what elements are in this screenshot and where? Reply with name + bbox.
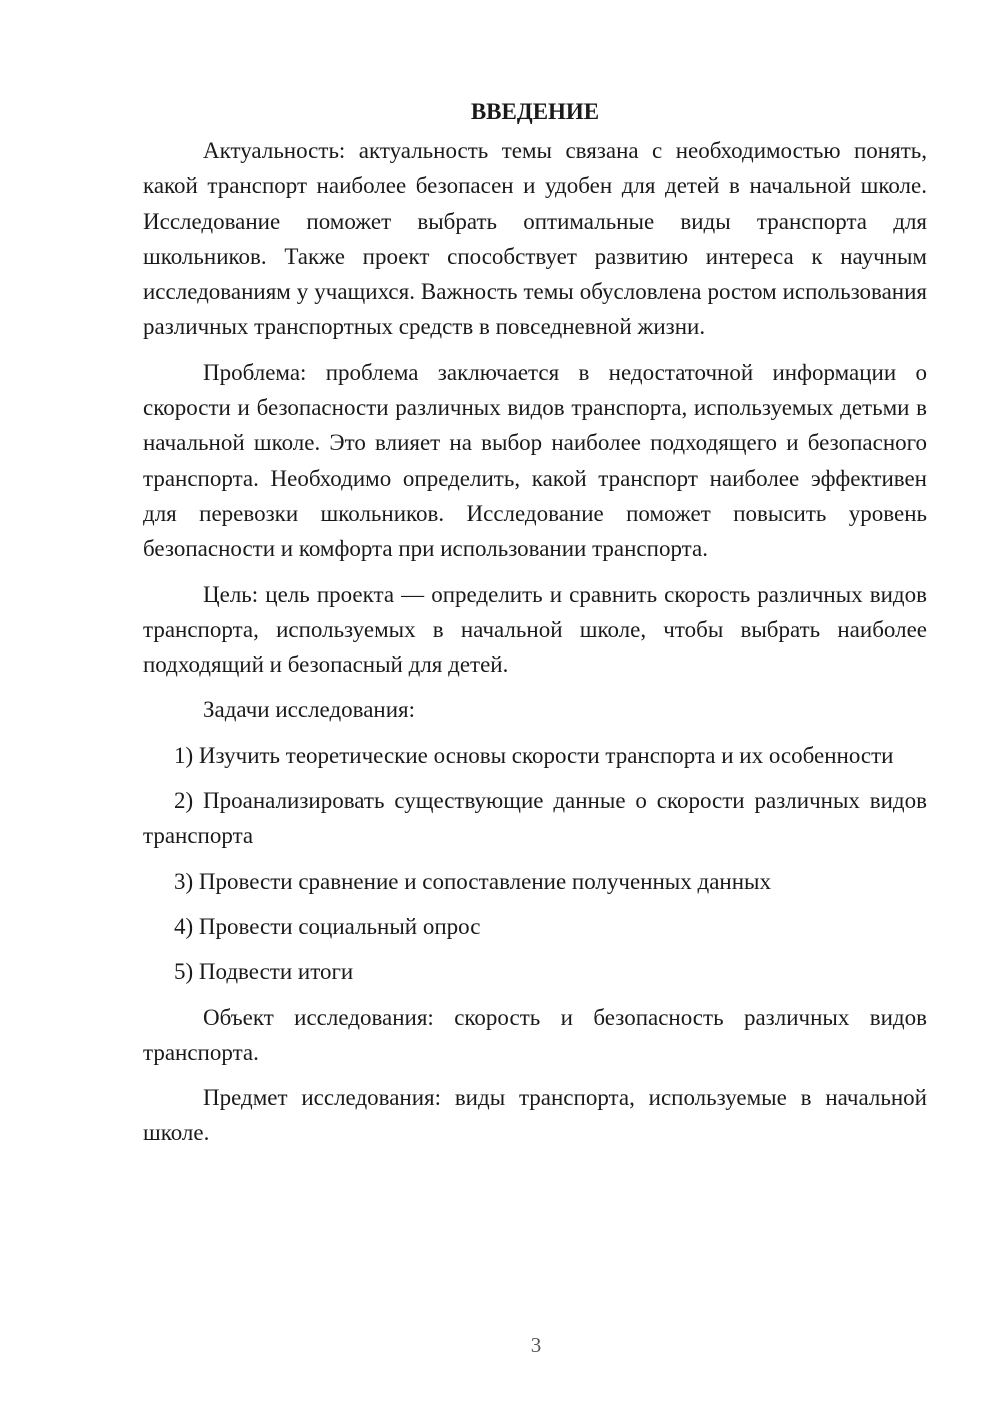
- paragraph-object: Объект исследования: скорость и безопасность различных видов транспорта.: [143, 1004, 927, 1065]
- paragraph-relevance: Актуальность: актуальность темы связана с необходимостью понять, какой транспорт наиболее безопасен и удобен для детей в начальной школе. Исследование поможет выбрать оптимальные виды транспорта для школьников. Также проект способствует развитию интереса к научным исследованиям у учащихся. Важность темы обусловлена ростом использования различных транспортных средств в повседневной жизни.: [143, 138, 927, 340]
- task-item-3: 3) Провести сравнение и сопоставление полученных данных: [174, 868, 771, 894]
- paragraph-goal: Цель: цель проекта — определить и сравнить скорость различных видов транспорта, используемых в начальной школе, чтобы выбрать наиболее подходящий и безопасный для детей.: [143, 581, 927, 678]
- page-content: [143, 94, 927, 1161]
- page-number: 3: [530, 1333, 542, 1357]
- paragraph-problem: Проблема: проблема заключается в недостаточной информации о скорости и безопасности различных видов транспорта, используемых детьми в начальной школе. Это влияет на выбор наиболее подходящего и безопасного транспорта. Необходимо определить, какой транспорт наиболее эффективен для перевозки школьников. Исследование поможет повысить уровень безопасности и комфорта при использовании транспорта.: [143, 359, 927, 562]
- page-title: ВВЕДЕНИЕ: [470, 99, 600, 124]
- task-item-5: 5) Подвести итоги: [174, 959, 354, 985]
- task-item-2: 2) Проанализировать существующие данные о скорости различных видов транспорта: [143, 788, 927, 849]
- task-item-4: 4) Провести социальный опрос: [174, 913, 481, 939]
- tasks-heading: Задачи исследования:: [203, 697, 416, 723]
- task-item-1: 1) Изучить теоретические основы скорости транспорта и их особенности: [174, 742, 894, 768]
- paragraph-subject: Предмет исследования: виды транспорта, используемые в начальной школе.: [143, 1085, 927, 1146]
